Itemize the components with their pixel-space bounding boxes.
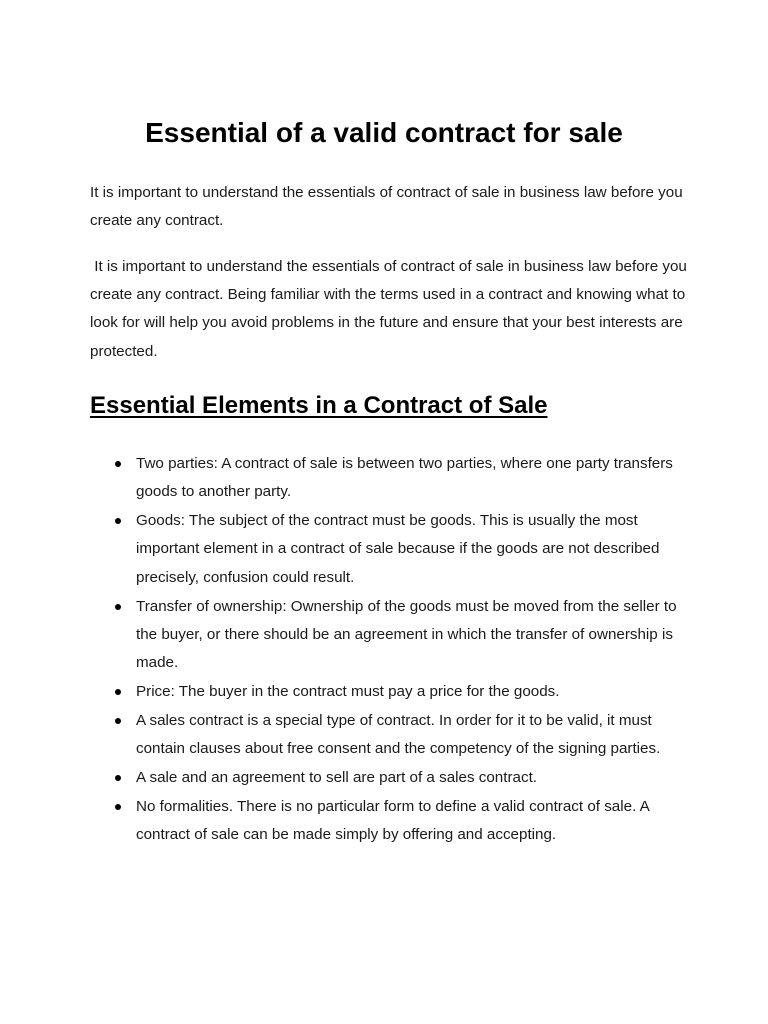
list-item-text: Two parties: A contract of sale is between two parties, where one party transfers goods to another party.	[136, 455, 673, 501]
list-item-text: Price: The buyer in the contract must pay a price for the goods.	[136, 683, 560, 701]
elements-list	[90, 450, 690, 850]
section-heading: Essential Elements in a Contract of Sale	[90, 392, 548, 419]
list-item-text: A sale and an agreement to sell are part of a sales contract.	[136, 769, 538, 787]
bullet-icon	[115, 518, 121, 524]
list-item-text: Goods: The subject of the contract must be goods. This is usually the most important element in a contract of sale because if the goods are not described precisely, confusion could result.	[136, 512, 660, 586]
list-item	[90, 593, 690, 678]
bullet-icon	[115, 604, 121, 610]
list-item	[90, 450, 690, 506]
bullet-icon	[115, 689, 121, 695]
bullet-icon	[115, 461, 121, 467]
bullet-icon	[115, 775, 121, 781]
document-title: Essential of a valid contract for sale	[145, 117, 623, 148]
list-item-text: A sales contract is a special type of contract. In order for it to be valid, it must contain clauses about free consent and the competency of the signing parties.	[136, 712, 661, 758]
list-item-text: No formalities. There is no particular form to define a valid contract of sale. A contract of sale can be made simply by offering and accepting.	[136, 798, 649, 844]
list-item-text: Transfer of ownership: Ownership of the goods must be moved from the seller to the buyer, or there should be an agreement in which the transfer of ownership is made.	[136, 597, 677, 672]
list-item	[90, 764, 690, 792]
list-item	[90, 793, 690, 849]
intro-paragraph: It is important to understand the essentials of contract of sale in business law before you create any contract.	[90, 184, 683, 230]
body-paragraph: It is important to understand the essentials of contract of sale in business law before you create any contract. Being familiar with the terms used in a contract and knowing what to look for will help you avoid problems in the future and ensure that your best interests are protected.	[90, 258, 687, 360]
list-item	[90, 707, 690, 763]
list-item	[90, 507, 690, 592]
bullet-icon	[115, 718, 121, 724]
bullet-icon	[115, 804, 121, 810]
list-item	[90, 678, 690, 706]
